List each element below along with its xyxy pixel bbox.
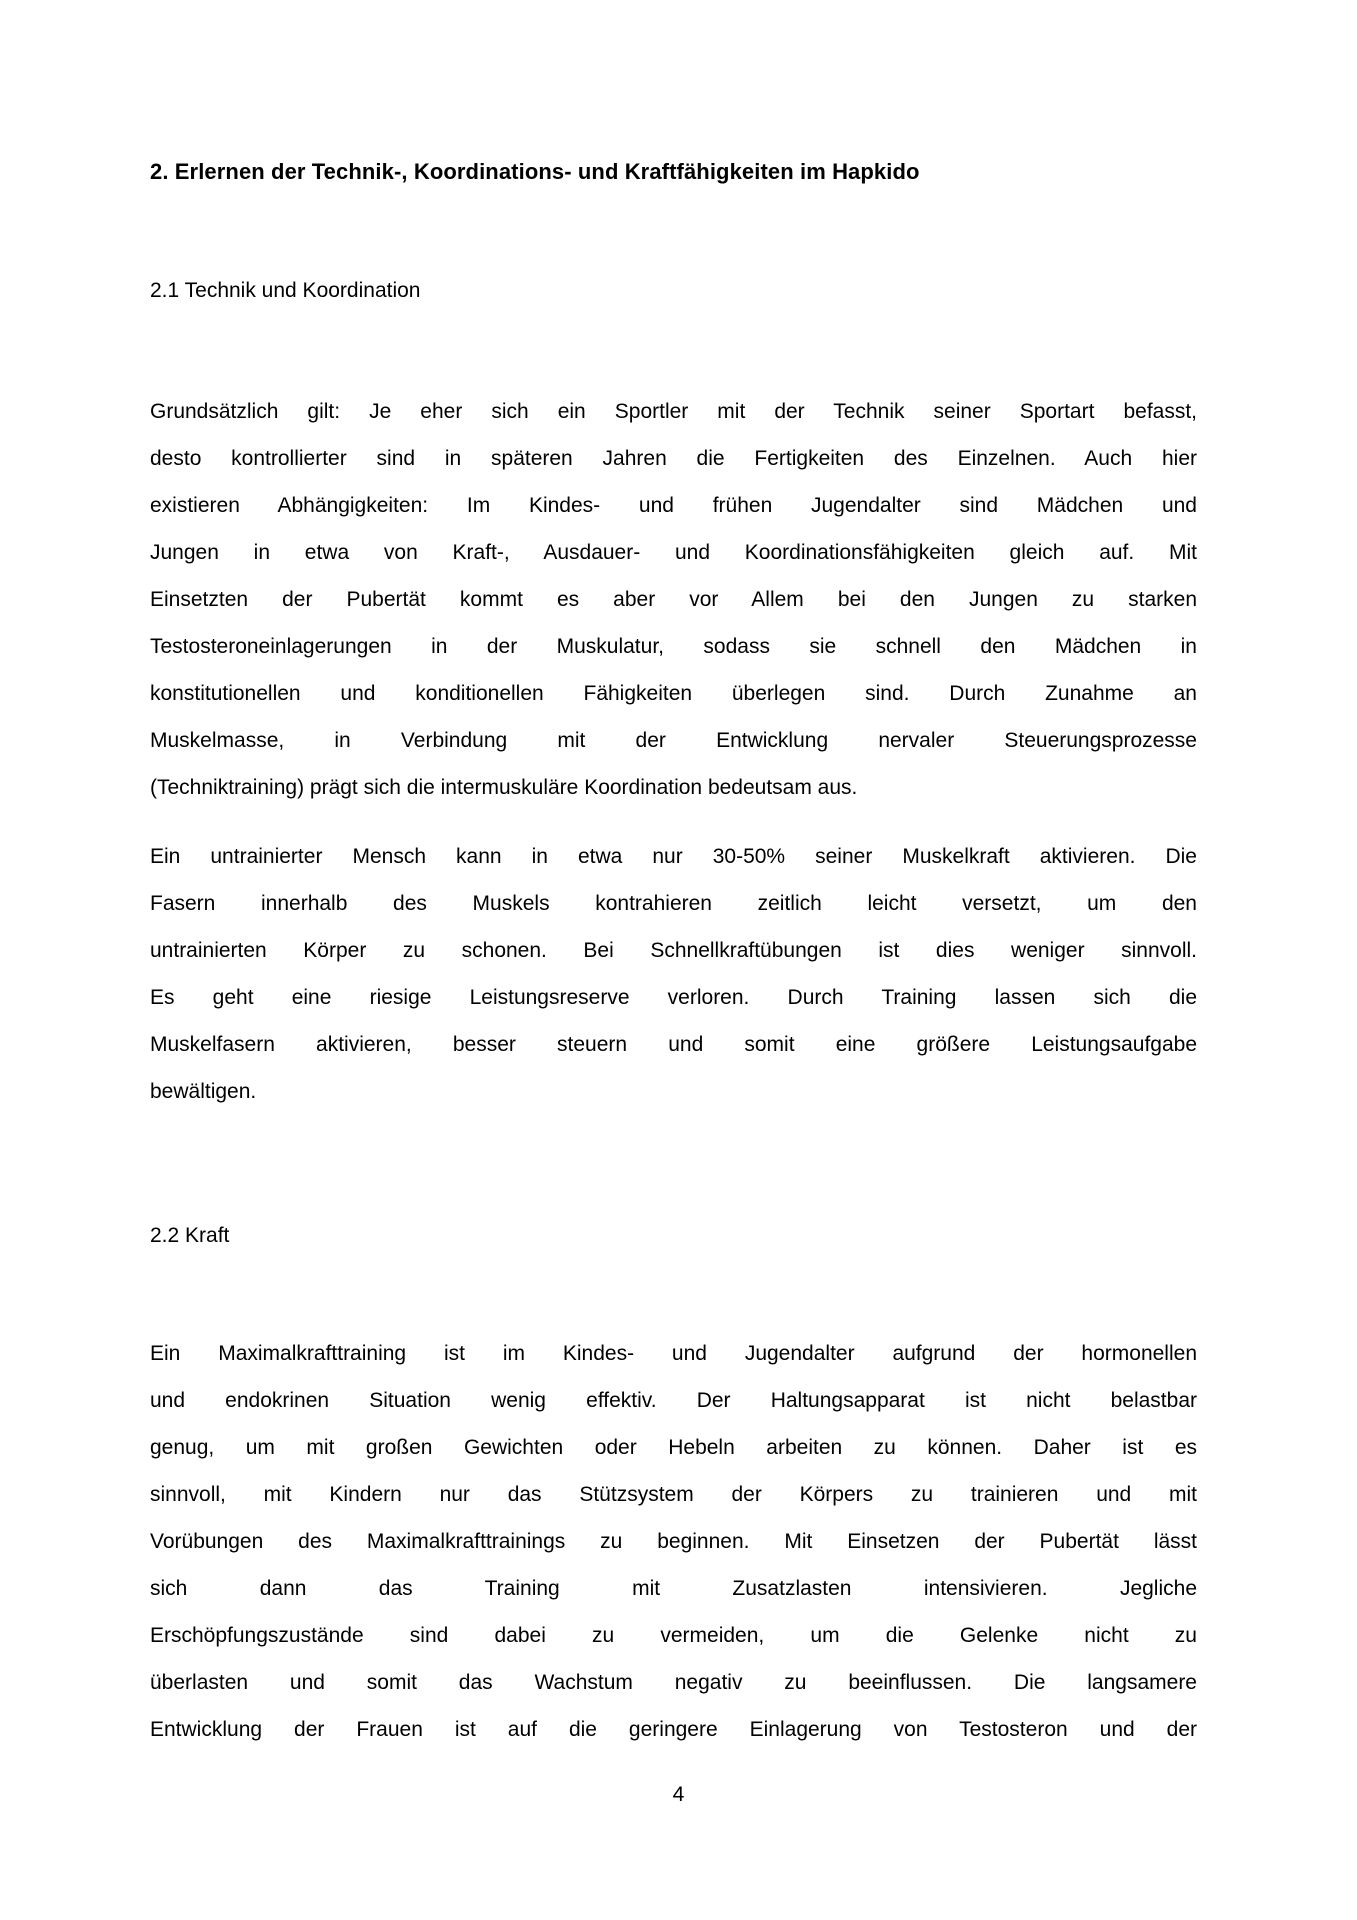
chapter-heading: 2. Erlernen der Technik-, Koordinations- und Kraftfähigkeiten im Hapkido — [150, 159, 920, 184]
page-number: 4 — [672, 1783, 685, 1806]
text-line: konstitutionellen und konditionellen Fähigkeiten überlegen sind. Durch Zunahme an — [150, 682, 1197, 705]
text-line: Vorübungen des Maximalkrafttrainings zu beginnen. Mit Einsetzen der Pubertät lässt — [150, 1530, 1197, 1553]
text-line: (Techniktraining) prägt sich die intermuskuläre Koordination bedeutsam aus. — [150, 776, 858, 799]
text-line: existieren Abhängigkeiten: Im Kindes- und frühen Jugendalter sind Mädchen und — [150, 494, 1197, 517]
subsection-heading-technik-koordination: 2.1 Technik und Koordination — [150, 279, 421, 302]
text-line: Muskelmasse, in Verbindung mit der Entwicklung nervaler Steuerungsprozesse — [150, 729, 1197, 752]
paragraph-technik-koordination-2 — [150, 833, 1197, 1115]
text-line: sich dann das Training mit Zusatzlasten intensivieren. Jegliche — [150, 1577, 1197, 1600]
text-line: Jungen in etwa von Kraft-, Ausdauer- und Koordinationsfähigkeiten gleich auf. Mit — [150, 541, 1197, 564]
text-line: Muskelfasern aktivieren, besser steuern und somit eine größere Leistungsaufgabe — [150, 1033, 1197, 1056]
text-line: Ein Maximalkrafttraining ist im Kindes- und Jugendalter aufgrund der hormonellen — [150, 1342, 1197, 1365]
paragraph-kraft — [150, 1330, 1197, 1753]
subsection-heading-kraft: 2.2 Kraft — [150, 1224, 230, 1247]
text-line: untrainierten Körper zu schonen. Bei Schnellkraftübungen ist dies weniger sinnvoll. — [150, 939, 1197, 962]
text-line: überlasten und somit das Wachstum negativ zu beeinflussen. Die langsamere — [150, 1671, 1197, 1694]
text-line: desto kontrollierter sind in späteren Jahren die Fertigkeiten des Einzelnen. Auch hier — [150, 447, 1197, 470]
text-line: Fasern innerhalb des Muskels kontrahieren zeitlich leicht versetzt, um den — [150, 892, 1197, 915]
text-line: und endokrinen Situation wenig effektiv. Der Haltungsapparat ist nicht belastbar — [150, 1389, 1197, 1412]
text-line: Einsetzten der Pubertät kommt es aber vor Allem bei den Jungen zu starken — [150, 588, 1197, 611]
text-line: Testosteroneinlagerungen in der Muskulatur, sodass sie schnell den Mädchen in — [150, 635, 1197, 658]
paragraph-technik-koordination-1 — [150, 388, 1197, 811]
text-line: genug, um mit großen Gewichten oder Hebeln arbeiten zu können. Daher ist es — [150, 1436, 1197, 1459]
text-line: Es geht eine riesige Leistungsreserve verloren. Durch Training lassen sich die — [150, 986, 1197, 1009]
text-column — [150, 158, 1197, 1753]
text-line: Erschöpfungszustände sind dabei zu vermeiden, um die Gelenke nicht zu — [150, 1624, 1197, 1647]
text-line: Ein untrainierter Mensch kann in etwa nur 30-50% seiner Muskelkraft aktivieren. Die — [150, 845, 1197, 868]
text-line: Grundsätzlich gilt: Je eher sich ein Sportler mit der Technik seiner Sportart befasst, — [150, 400, 1197, 423]
text-line: bewältigen. — [150, 1080, 257, 1103]
text-line: Entwicklung der Frauen ist auf die geringere Einlagerung von Testosteron und der — [150, 1718, 1197, 1741]
text-line: sinnvoll, mit Kindern nur das Stützsystem der Körpers zu trainieren und mit — [150, 1483, 1197, 1506]
